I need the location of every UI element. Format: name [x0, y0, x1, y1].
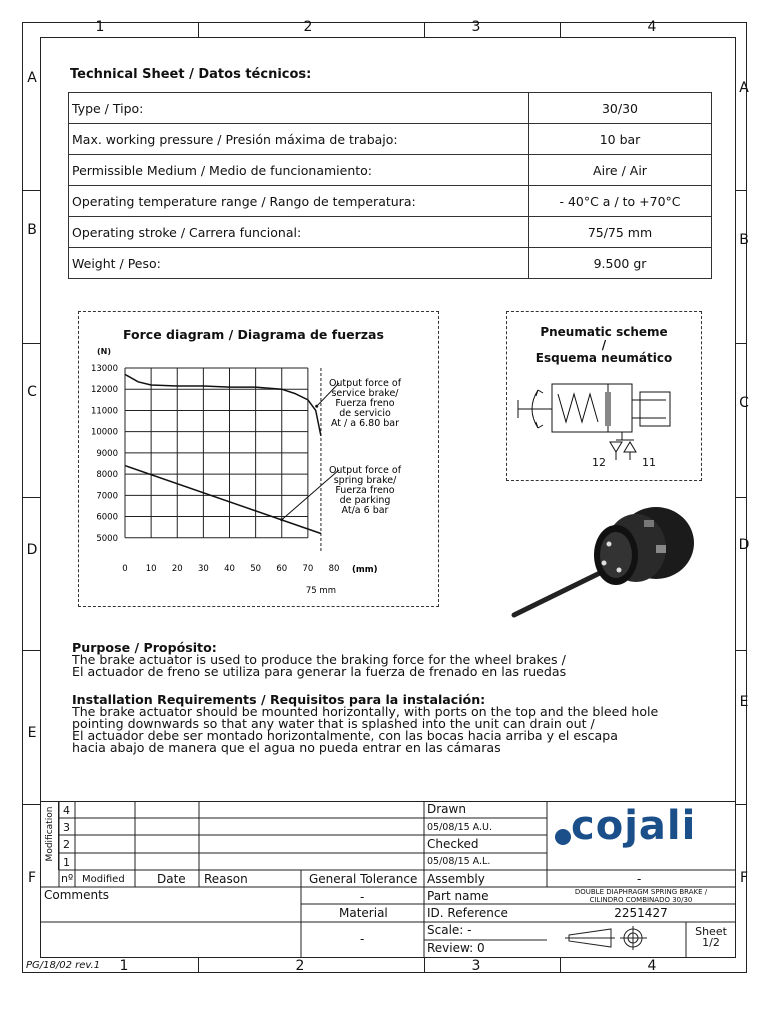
left-tick: [22, 650, 40, 651]
y-tick-label: 8000: [96, 470, 118, 481]
y-tick-label: 9000: [96, 448, 118, 459]
spec-label: Operating temperature range / Rango de temperatura:: [69, 186, 529, 217]
installation-heading: Installation Requirements / Requisitos para la instalación:: [72, 692, 486, 707]
rev-number-header: nº: [61, 872, 74, 885]
pneumatic-title-sep: /: [601, 338, 607, 352]
annotation-line: Output force of: [328, 378, 402, 389]
bottom-tick: [424, 958, 425, 973]
column-label-top: 4: [647, 19, 657, 35]
stroke-marker-label: 75 mm: [305, 585, 336, 596]
right-tick: [736, 804, 747, 805]
column-label-bottom: 3: [471, 958, 481, 974]
x-tick-label: 60: [276, 563, 288, 574]
spec-label: Permissible Medium / Medio de funcionamiento:: [69, 155, 529, 186]
right-tick: [736, 190, 747, 191]
right-tick: [736, 497, 747, 498]
comments-label: Comments: [44, 888, 110, 902]
purpose-section: [72, 642, 566, 678]
table-row: [69, 248, 712, 279]
annotation-leader: [282, 470, 339, 520]
logo-text: cojali: [571, 803, 697, 849]
left-tick: [22, 804, 40, 805]
force-chart: [78, 311, 439, 607]
material-label: Material: [339, 906, 388, 920]
row-label-right: D: [738, 537, 750, 553]
annotation-line: At/a 6 bar: [341, 504, 389, 516]
bottom-tick: [560, 958, 561, 973]
row-label-right: C: [739, 395, 749, 411]
left-tick: [22, 497, 40, 498]
checked-date: 05/08/15 A.L.: [427, 856, 491, 867]
reason-header: Reason: [204, 872, 248, 886]
table-row: [69, 186, 712, 217]
y-tick-label: 7000: [96, 491, 118, 502]
brake-actuator-illustration: [506, 500, 702, 625]
row-label-left: A: [27, 70, 37, 86]
rev-number: 4: [63, 804, 70, 817]
column-label-top: 1: [95, 19, 105, 35]
annotation-line: de servicio: [339, 408, 391, 419]
general-tolerance-header: General Tolerance: [309, 872, 418, 886]
chart-title: Force diagram / Diagrama de fuerzas: [123, 327, 384, 342]
projection-symbol-icon: [565, 925, 675, 955]
row-label-right: F: [739, 870, 749, 886]
modified-header: Modified: [82, 874, 125, 885]
sheet-value: 1/2: [702, 936, 720, 949]
x-tick-label: 50: [250, 563, 262, 574]
annotation-line: de parking: [339, 494, 391, 506]
row-label-left: B: [27, 222, 37, 238]
installation-line: pointing downwards so that any water that is splashed into the unit can drain out /: [72, 716, 595, 731]
annotation-line: service brake/: [331, 388, 399, 399]
logo-dot-icon: [555, 829, 571, 845]
column-label-bottom: 2: [295, 958, 305, 974]
row-label-left: C: [27, 384, 37, 400]
row-label-right: E: [739, 694, 749, 710]
x-tick-label: 30: [197, 563, 209, 574]
spec-value: 9.500 gr: [529, 248, 712, 279]
pneumatic-title: [506, 326, 702, 365]
row-label-left: F: [27, 870, 37, 886]
pneumatic-title-en: Pneumatic scheme: [540, 325, 668, 339]
row-label-left: E: [27, 725, 37, 741]
x-tick-label: 10: [145, 563, 157, 574]
y-tick-label: 6000: [96, 512, 118, 523]
annotation-line: At / a 6.80 bar: [330, 418, 400, 429]
y-tick-label: 12000: [90, 385, 118, 396]
column-label-bottom: 4: [647, 958, 657, 974]
y-tick-label: 11000: [90, 406, 118, 417]
spec-label: Max. working pressure / Presión máxima de trabajo:: [69, 124, 529, 155]
purpose-line: The brake actuator is used to produce the braking force for the wheel brakes /: [72, 652, 566, 667]
tolerance-value: -: [360, 890, 365, 904]
left-tick: [22, 190, 40, 191]
review-label: Review: 0: [427, 941, 485, 955]
doc-code: PG/18/02 rev.1: [26, 960, 101, 971]
installation-line: The brake actuator should be mounted horizontally, with ports on the top and the bleed hole: [72, 704, 659, 719]
annotation-line: Fuerza freno: [335, 484, 395, 496]
part-name-line: DOUBLE DIAPHRAGM SPRING BRAKE /: [574, 888, 708, 896]
modification-label: Modification: [45, 806, 55, 862]
annotation-line: Fuerza freno: [335, 398, 395, 409]
purpose-line: El actuador de freno se utiliza para generar la fuerza de frenado en las ruedas: [72, 664, 567, 679]
x-tick-label: 20: [171, 563, 183, 574]
assembly-value: -: [637, 872, 642, 886]
spec-value: 75/75 mm: [529, 217, 712, 248]
row-label-right: B: [739, 232, 749, 248]
sheet-label: Sheet: [695, 925, 727, 938]
table-row: [69, 217, 712, 248]
rev-number: 2: [63, 838, 70, 851]
id-reference-label: ID. Reference: [427, 906, 508, 920]
installation-section: [72, 694, 658, 754]
installation-line: hacia abajo de manera que el agua no pueda entrar en las cámaras: [72, 740, 501, 755]
part-name-value: [549, 888, 733, 904]
chart-ylabel: (N): [97, 347, 112, 356]
tech-sheet-title: Technical Sheet / Datos técnicos:: [70, 67, 312, 82]
left-tick: [22, 343, 40, 344]
annotation-line: Output force of: [328, 464, 402, 476]
sheet-cell: [688, 926, 734, 948]
drawn-label: Drawn: [427, 802, 466, 816]
material-value: -: [360, 932, 365, 946]
annotation-line: spring brake/: [333, 474, 397, 486]
spec-label: Type / Tipo:: [69, 93, 529, 124]
column-label-top: 3: [471, 19, 481, 35]
annotation-pointer: [315, 405, 318, 408]
part-name-line: CILINDRO COMBINADO 30/30: [589, 896, 693, 904]
checked-label: Checked: [427, 837, 479, 851]
table-row: [69, 124, 712, 155]
column-label-top: 2: [303, 19, 313, 35]
table-row: [69, 93, 712, 124]
right-tick: [736, 650, 747, 651]
assembly-label: Assembly: [427, 872, 485, 886]
top-tick: [198, 22, 199, 37]
top-tick: [560, 22, 561, 37]
spec-value: 10 bar: [529, 124, 712, 155]
purpose-heading: Purpose / Propósito:: [72, 640, 217, 655]
x-tick-label: 80: [328, 563, 340, 574]
port-11-label: 11: [642, 456, 656, 469]
x-tick-label: 70: [302, 563, 314, 574]
spec-label: Weight / Peso:: [69, 248, 529, 279]
table-row: [69, 155, 712, 186]
date-header: Date: [157, 872, 186, 886]
tech-spec-table: [68, 92, 712, 279]
bottom-tick: [198, 958, 199, 973]
installation-line: El actuador debe ser montado horizontalmente, con las bocas hacia arriba y el escapa: [72, 728, 618, 743]
right-tick: [736, 343, 747, 344]
id-reference-value: 2251427: [614, 906, 668, 920]
y-tick-label: 10000: [90, 427, 118, 438]
annotation-pointer: [280, 518, 283, 521]
part-name-label: Part name: [427, 889, 489, 903]
scale-label: Scale: -: [427, 923, 472, 937]
x-tick-label: 40: [224, 563, 235, 574]
pneumatic-title-es: Esquema neumático: [535, 351, 673, 365]
chart-xlabel: (mm): [352, 564, 378, 575]
x-tick-label: 0: [122, 563, 128, 574]
spring-brake-series: [125, 466, 321, 534]
spec-value: Aire / Air: [529, 155, 712, 186]
rev-number: 1: [63, 856, 70, 869]
cojali-logo: [551, 805, 733, 863]
spec-value: - 40°C a / to +70°C: [529, 186, 712, 217]
row-label-right: A: [739, 80, 749, 96]
port-12-label: 12: [592, 456, 606, 469]
y-tick-label: 5000: [96, 533, 118, 544]
service-brake-series: [125, 374, 321, 436]
row-label-left: D: [26, 542, 38, 558]
top-tick: [424, 22, 425, 37]
spec-label: Operating stroke / Carrera funcional:: [69, 217, 529, 248]
spec-value: 30/30: [529, 93, 712, 124]
rev-number: 3: [63, 821, 70, 834]
column-label-bottom: 1: [119, 958, 129, 974]
y-tick-label: 13000: [90, 364, 118, 374]
drawn-date: 05/08/15 A.U.: [427, 822, 493, 833]
